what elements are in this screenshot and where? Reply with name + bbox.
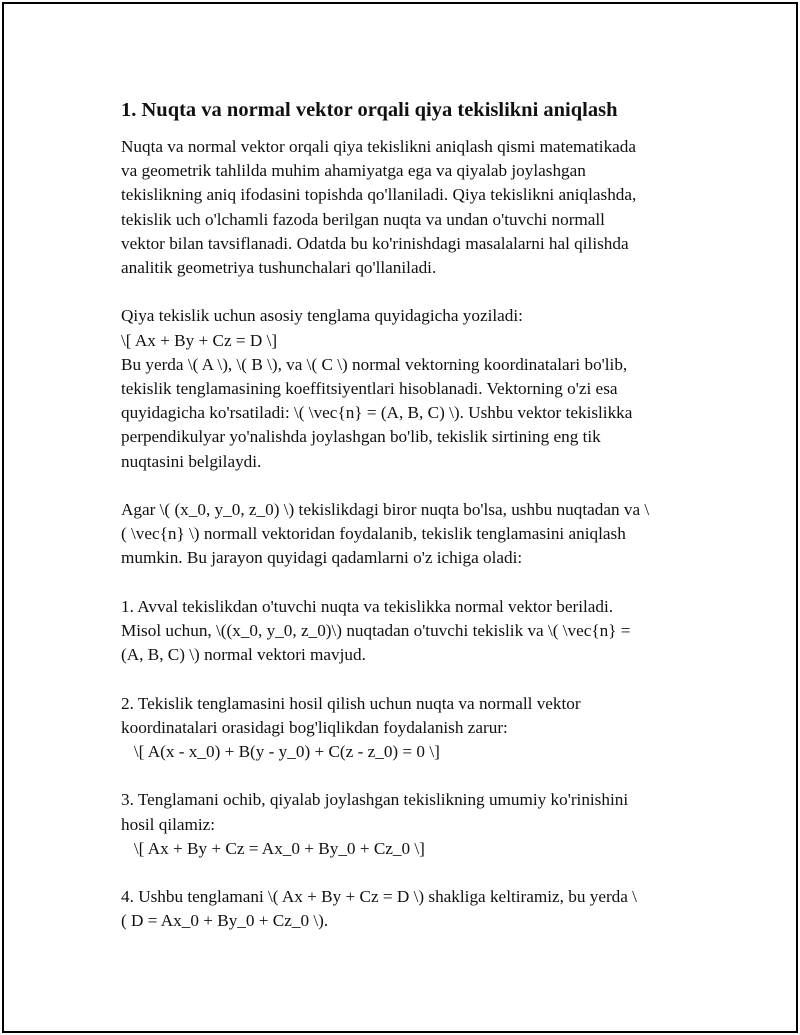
text-line: perpendikulyar yo'nalishda joylashgan bo'lib, tekislik sirtining eng tik	[121, 427, 601, 447]
paragraph	[121, 692, 691, 765]
text-line: tekislik tenglamasining koeffitsiyentlari hisoblanadi. Vektorning o'zi esa	[121, 379, 618, 399]
paragraph	[121, 498, 691, 571]
text-line: Misol uchun, \((x_0, y_0, z_0)\) nuqtadan o'tuvchi tekislik va \( \vec{n} =	[121, 621, 631, 641]
paragraph-list	[121, 135, 691, 934]
text-line: Qiya tekislik uchun asosiy tenglama quyidagicha yoziladi:	[121, 306, 523, 326]
text-line: 4. Ushbu tenglamani \( Ax + By + Cz = D \) shakliga keltiramiz, bu yerda \	[121, 887, 637, 907]
text-line: tekislikning aniq ifodasini topishda qo'llaniladi. Qiya tekislikni aniqlashda,	[121, 185, 637, 205]
text-line: Nuqta va normal vektor orqali qiya tekislikni aniqlash qismi matematikada	[121, 137, 637, 156]
text-line: va geometrik tahlilda muhim ahamiyatga ega va qiyalab joylashgan	[121, 161, 586, 181]
text-line: ( \vec{n} \) normall vektoridan foydalanib, tekislik tenglamasini aniqlash	[121, 524, 626, 544]
text-line: mumkin. Bu jarayon quyidagi qadamlarni o'z ichiga oladi:	[121, 548, 523, 568]
text-line: Agar \( (x_0, y_0, z_0) \) tekislikdagi biror nuqta bo'lsa, ushbu nuqtadan va \	[121, 500, 650, 520]
text-line: 3. Tenglamani ochib, qiyalab joylashgan tekislikning umumiy ko'rinishini	[121, 790, 629, 810]
text-line: \[ Ax + By + Cz = Ax_0 + By_0 + Cz_0 \]	[121, 838, 425, 858]
paragraph	[121, 135, 691, 280]
page-frame	[2, 2, 798, 1033]
paragraph	[121, 885, 691, 933]
paragraph	[121, 595, 691, 668]
text-line: 1. Avval tekislikdan o'tuvchi nuqta va tekislikka normal vektor beriladi.	[121, 596, 614, 616]
text-line: Bu yerda \( A \), \( B \), va \( C \) normal vektorning koordinatalari bo'lib,	[121, 354, 628, 374]
document-body	[121, 97, 691, 958]
text-line: koordinatalari orasidagi bog'liqlikdan foydalanish zarur:	[121, 717, 508, 737]
text-line: quyidagicha ko'rsatiladi: \( \vec{n} = (A, B, C) \). Ushbu vektor tekislikka	[121, 403, 633, 423]
text-line: analitik geometriya tushunchalari qo'llaniladi.	[121, 258, 437, 278]
text-line: \[ A(x - x_0) + B(y - y_0) + C(z - z_0) = 0 \]	[121, 742, 440, 762]
paragraph	[121, 788, 691, 861]
section-heading: 1. Nuqta va normal vektor orqali qiya tekislikni aniqlash	[121, 99, 618, 121]
text-line: \[ Ax + By + Cz = D \]	[121, 330, 278, 350]
text-line: hosil qilamiz:	[121, 814, 216, 834]
text-line: ( D = Ax_0 + By_0 + Cz_0 \).	[121, 911, 329, 931]
text-line: vektor bilan tavsiflanadi. Odatda bu ko'rinishdagi masalalarni hal qilishda	[121, 233, 629, 253]
text-line: nuqtasini belgilaydi.	[121, 451, 262, 471]
text-line: 2. Tekislik tenglamasini hosil qilish uchun nuqta va normall vektor	[121, 693, 581, 713]
text-line: tekislik uch o'lchamli fazoda berilgan nuqta va undan o'tuvchi normall	[121, 209, 605, 229]
text-line: (A, B, C) \) normal vektori mavjud.	[121, 645, 366, 665]
paragraph	[121, 304, 691, 473]
